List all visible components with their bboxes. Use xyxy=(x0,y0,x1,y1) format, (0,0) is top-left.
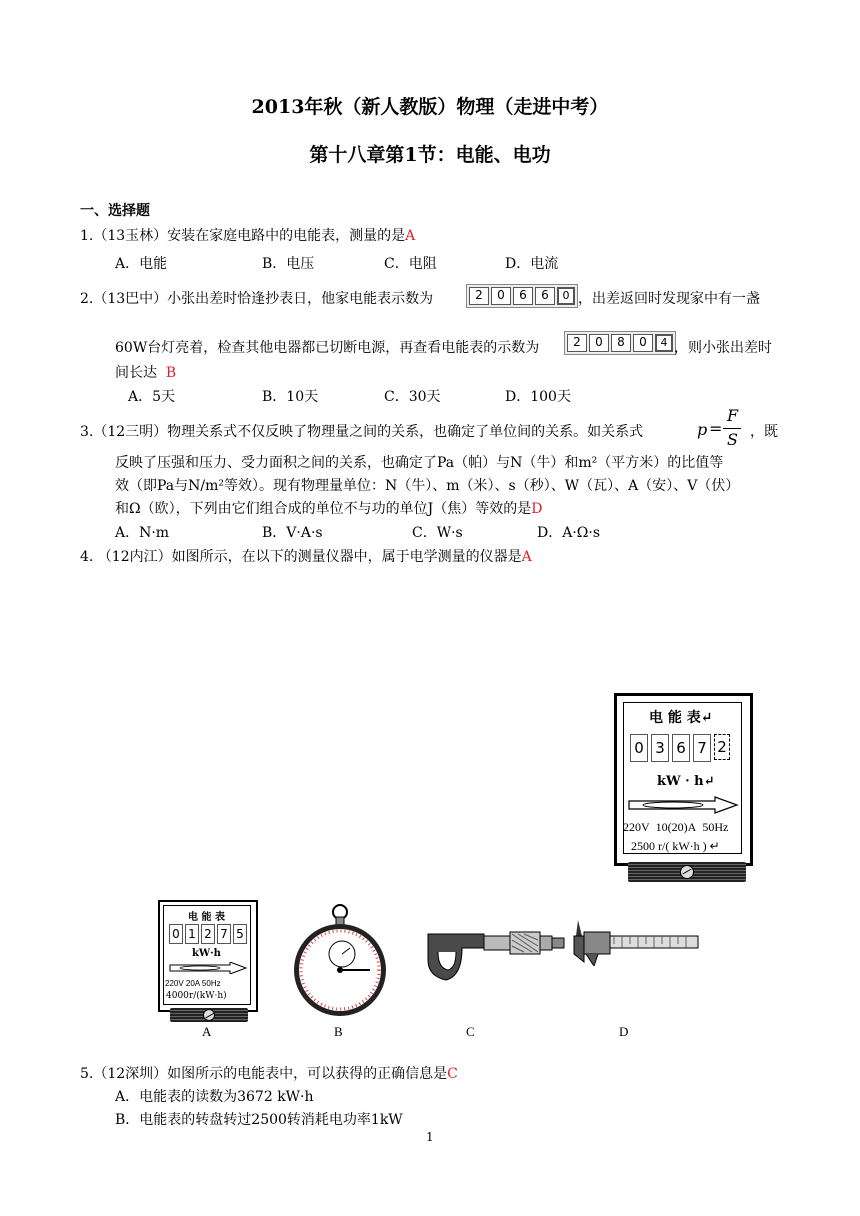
question-3-line4-text: 和Ω（欧），下列由它们组合成的单位不与功的单位J（焦）等效的是 xyxy=(115,501,532,517)
question-1-text: 1.（13玉林）安装在家庭电路中的电能表，测量的是 xyxy=(80,228,406,244)
question-3-line2: 反映了压强和压力、受力面积之间的关系，也确定了Pa（帕）与N（牛）和m²（平方米）的比值等 xyxy=(115,455,724,471)
meter-digit: 6 xyxy=(513,287,533,305)
question-5-answer: C xyxy=(447,1066,458,1082)
rotation-arrow-icon xyxy=(168,962,248,974)
meter-digit: 2 xyxy=(201,924,215,944)
electricity-meter-large xyxy=(614,693,753,866)
meter-digit: 0 xyxy=(633,334,653,352)
meter-digit: 0 xyxy=(169,924,183,944)
q3-option-c: C．W·s xyxy=(412,525,463,541)
question-1-answer: A xyxy=(405,228,416,244)
question-2-line3-text: 间长达 xyxy=(115,365,157,381)
meter-spec-current: 10(20)A xyxy=(655,820,697,834)
instrument-b-stopwatch-icon xyxy=(292,902,388,1020)
meter-digit: 6 xyxy=(672,734,690,762)
meter-digit: 5 xyxy=(233,924,247,944)
formula-lhs: p xyxy=(697,420,708,439)
q5-option-b: B．电能表的转盘转过2500转消耗电功率1kW xyxy=(115,1112,403,1128)
q5-option-a: A．电能表的读数为3672 kW·h xyxy=(115,1089,314,1105)
meter-digit: 7 xyxy=(693,734,711,762)
meter-digits xyxy=(169,924,247,944)
q1-option-d: D．电流 xyxy=(505,256,559,272)
meter-digit: 4 xyxy=(655,334,673,352)
question-2-line2-end: ，则小张出差时 xyxy=(674,340,772,356)
question-5-text: 5.（12深圳）如图所示的电能表中，可以获得的正确信息是 xyxy=(80,1066,448,1082)
meter-reading-start xyxy=(466,284,578,308)
meter-spec: 220V 20A 50Hz xyxy=(165,979,221,988)
meter-digit: 2 xyxy=(469,287,489,305)
meter-digit: 0 xyxy=(491,287,511,305)
question-4-text: 4. （12内江）如图所示，在以下的测量仪器中，属于电学测量的仪器是 xyxy=(80,549,522,565)
meter-title: 电 能 表↵ xyxy=(649,710,713,726)
meter-digit: 3 xyxy=(651,734,669,762)
rotation-arrow-icon xyxy=(627,796,739,814)
question-2-line1: 2.（13巴中）小张出差时恰逢抄表日，他家电能表示数为 xyxy=(80,291,434,307)
question-5 xyxy=(80,1063,458,1083)
q2-option-d: D．100天 xyxy=(505,389,571,405)
meter-reading-end xyxy=(564,331,676,355)
meter-digit: 7 xyxy=(217,924,231,944)
instrument-c-micrometer-icon xyxy=(424,918,568,990)
meter-digit: 1 xyxy=(185,924,199,944)
meter-revolutions: 4000r/(kW·h) xyxy=(166,991,227,1001)
document-subtitle: 第十八章第1节：电能、电功 xyxy=(309,144,551,166)
meter-digit: 0 xyxy=(630,734,648,762)
instrument-a-electricity-meter xyxy=(158,900,258,1012)
question-3-answer: D xyxy=(531,501,543,517)
document-title: 2013年秋（新人教版）物理（走进中考） xyxy=(251,96,609,118)
instrument-label-a: A xyxy=(202,1024,212,1039)
q2-option-a: A．5天 xyxy=(128,389,176,405)
page-number: 1 xyxy=(426,1130,434,1144)
meter-digit: 2 xyxy=(567,334,587,352)
meter-spec-voltage: 220V xyxy=(623,820,650,834)
meter-digit: 8 xyxy=(611,334,631,352)
meter-title: 电 能 表 xyxy=(188,912,225,923)
question-2-answer: B xyxy=(165,365,177,381)
meter-digits xyxy=(630,734,730,762)
q3-option-d: D．A·Ω·s xyxy=(537,525,601,541)
formula-denominator: S xyxy=(727,430,738,449)
question-2-line2: 60W台灯亮着，检查其他电器都已切断电源，再查看电能表的示数为 xyxy=(115,340,540,356)
question-4-answer: A xyxy=(521,549,532,565)
meter-unit: kW·h xyxy=(192,948,221,959)
q1-option-a: A．电能 xyxy=(115,256,168,272)
meter-spec xyxy=(623,820,728,835)
meter-digit: 2 xyxy=(714,734,730,760)
question-3-line1: 3.（12三明）物理关系式不仅反映了物理量之间的关系，也确定了单位间的关系。如关系式 xyxy=(80,424,644,440)
meter-digit: 6 xyxy=(535,287,555,305)
formula-numerator: F xyxy=(727,406,739,425)
q2-option-b: B．10天 xyxy=(262,389,319,405)
instrument-label-d: D xyxy=(619,1024,629,1039)
question-2-line3 xyxy=(115,362,176,382)
screw-icon xyxy=(203,1009,215,1021)
question-2-line1-end: ，出差返回时发现家中有一盏 xyxy=(578,291,760,307)
section-heading: 一、选择题 xyxy=(80,203,150,219)
question-3-line3: 效（即Pa与N/m²等效）。现有物理量单位：N（牛）、m（米）、s（秒）、W（瓦）、A（安）、V（伏） xyxy=(115,478,740,494)
screw-icon xyxy=(680,865,694,879)
q1-option-c: C．电阻 xyxy=(384,256,437,272)
meter-unit: kW · h↵ xyxy=(657,774,715,789)
question-1 xyxy=(80,225,415,245)
question-4 xyxy=(80,546,532,566)
q2-option-c: C．30天 xyxy=(384,389,441,405)
instrument-label-c: C xyxy=(466,1024,475,1039)
formula-fraction-bar xyxy=(723,428,741,429)
instrument-d-vernier-caliper-icon xyxy=(570,918,702,966)
meter-digit: 0 xyxy=(557,287,575,305)
meter-revolutions: 2500 r/( kW·h ) ↵ xyxy=(631,839,720,853)
meter-spec-frequency: 50Hz xyxy=(702,820,729,834)
q3-option-a: A．N·m xyxy=(115,525,170,541)
question-3-line4 xyxy=(115,498,542,518)
formula-equals: = xyxy=(709,419,723,438)
q1-option-b: B．电压 xyxy=(262,256,315,272)
pressure-formula xyxy=(697,406,743,450)
question-3-line1-end: ，既 xyxy=(750,424,778,440)
meter-digit: 0 xyxy=(589,334,609,352)
q3-option-b: B．V·A·s xyxy=(262,525,323,541)
instrument-label-b: B xyxy=(334,1024,343,1039)
